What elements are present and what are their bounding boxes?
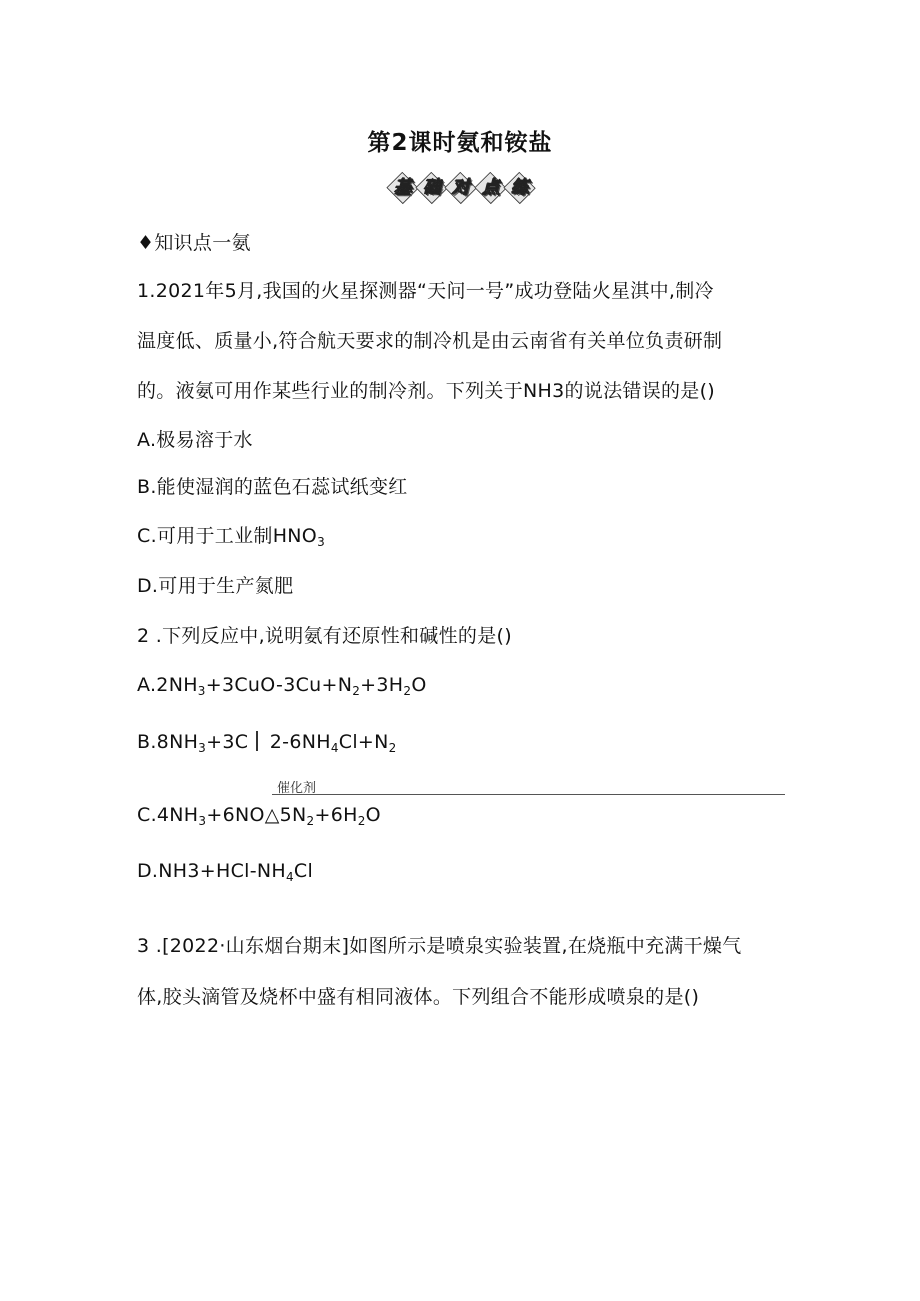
badge-char: 对 — [445, 172, 477, 204]
catalyst-label: 催化剂 — [277, 781, 317, 796]
q1-option-a: A.极易溶于水 — [137, 429, 253, 451]
q1-option-c: C.可用于工业制$HNO_3$ — [137, 525, 325, 549]
badge-char: 础 — [416, 172, 448, 204]
q1-stem-line1: 1.2021年5月,我国的火星探测器“天问一号”成功登陆火星淇中,制冷 — [137, 280, 714, 302]
q3-stem-line1: 3 .[2022·山东烟台期末]如图所示是喷泉实验装置,在烧瓶中充满干燥气 — [137, 935, 742, 957]
badge-char: 点 — [474, 172, 506, 204]
q2-option-b: $B.8NH_3+3C$ $2-6NH_4Cl+N_2$ — [137, 731, 397, 755]
section-heading: ♦知识点一氨 — [137, 232, 251, 254]
reaction-condition-line — [272, 794, 785, 795]
q2-option-a: $A.2NH_3+3CuO-3Cu+N_2+3H_2O$ — [137, 674, 427, 698]
q2-option-d: $D.NH3+HCl-NH_4Cl$ — [137, 860, 314, 884]
badge-char: 基 — [386, 172, 418, 204]
q2-stem: 2 .下列反应中,说明氨有还原性和碱性的是() — [137, 625, 512, 647]
page-title: 第2课时氨和铵盐 — [367, 130, 553, 156]
basic-practice-badge — [388, 173, 534, 203]
q2-option-c: $C.4NH_3+6NO\triangle 5N_2+6H_2O$ — [137, 804, 381, 828]
q3-stem-line2: 体,胶头滴管及烧杯中盛有相同液体。下列组合不能形成喷泉的是() — [137, 986, 700, 1008]
q1-stem-line2: 温度低、质量小,符合航天要求的制冷机是由云南省有关单位负责研制 — [137, 330, 723, 352]
vertical-bar — [256, 731, 258, 751]
q1-option-b: B.能使湿润的蓝色石蕊试纸变红 — [137, 476, 408, 498]
q1-option-d: D.可用于生产氮肥 — [137, 575, 294, 597]
badge-char: 练 — [503, 172, 535, 204]
q1-stem-line3: 的。液氨可用作某些行业的制冷剂。下列关于NH3的说法错误的是() — [137, 380, 716, 402]
